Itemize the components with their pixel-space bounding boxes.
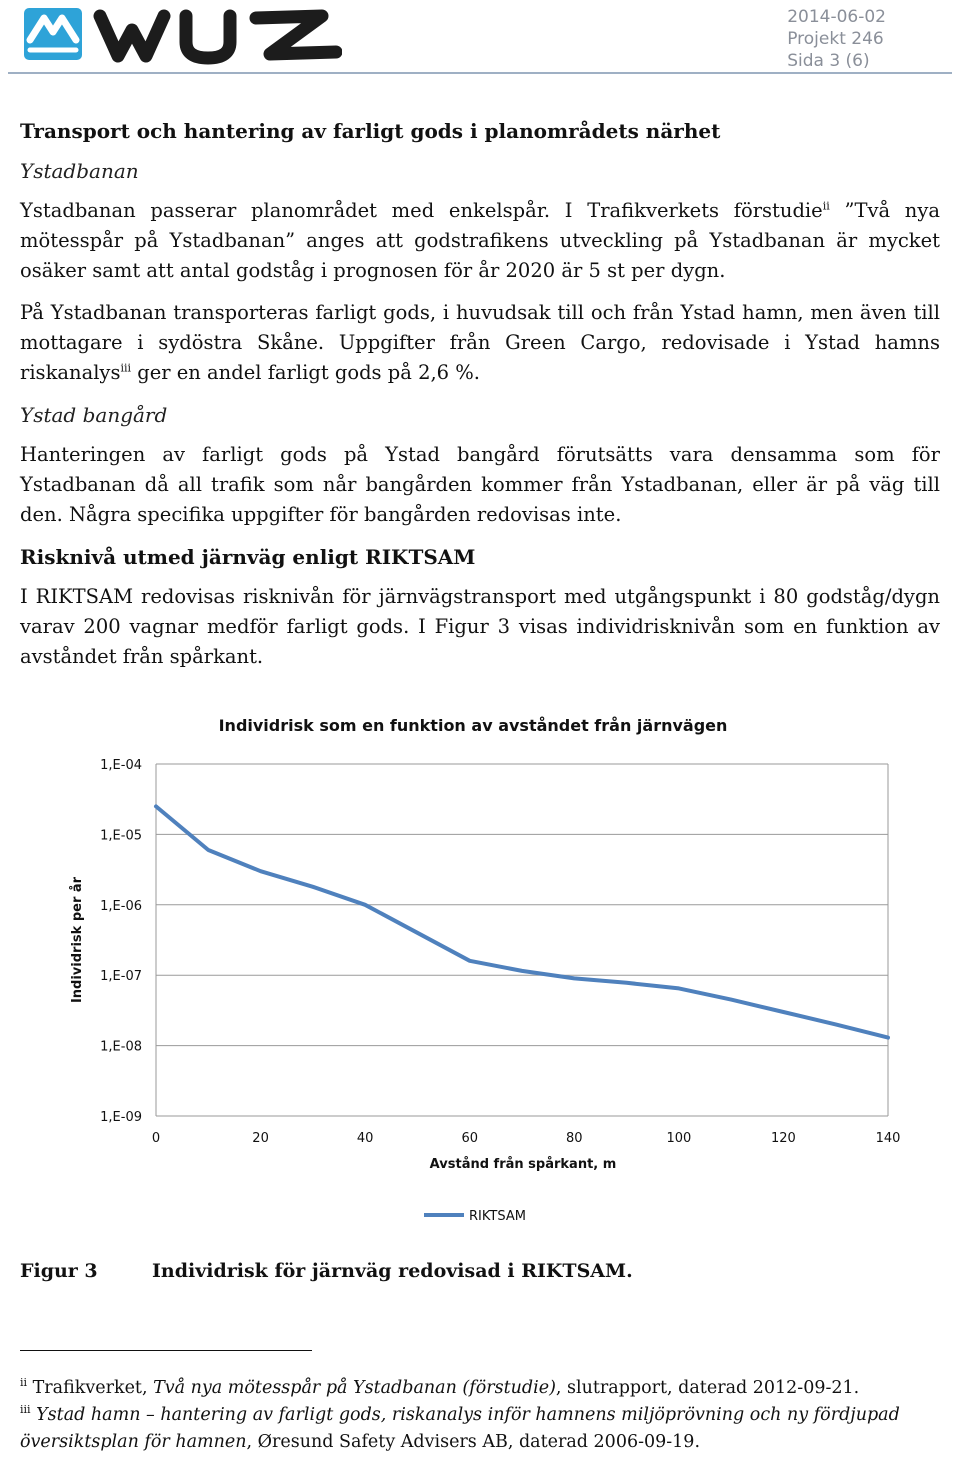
legend-label-riktsam: RIKTSAM — [469, 1209, 526, 1224]
subheading-ystadbanan: Ystadbanan — [20, 159, 139, 183]
x-tick-label: 0 — [151, 1131, 161, 1146]
footnote-text: Trafikverket, — [27, 1378, 154, 1398]
series-line-riktsam — [156, 806, 888, 1037]
header-meta — [787, 6, 886, 72]
y-tick-label: 1,E-08 — [100, 1039, 142, 1055]
paragraph-text: På Ystadbanan transporteras farligt gods, i huvudsak till och från Ystad hamn, men även till mottagare i sydöstra Skåne. Uppgifter från Green Cargo, redovisade i Ystad hamns riskanalys — [20, 301, 940, 384]
section-heading-riskniva: Risknivå utmed järnväg enligt RIKTSAM — [20, 545, 476, 569]
footnote-iii — [20, 1402, 940, 1456]
footnote-mark: ii — [20, 1376, 28, 1390]
footnote-text: , Øresund Safety Advisers AB, daterad 2006-09-19. — [246, 1432, 701, 1452]
header-divider — [8, 72, 952, 74]
x-tick-label: 60 — [461, 1131, 478, 1146]
x-tick-label: 100 — [666, 1131, 692, 1146]
footnote-mark: iii — [20, 1403, 31, 1417]
page-header — [0, 0, 960, 78]
header-date: 2014-06-02 — [787, 7, 886, 27]
footnote-divider — [20, 1350, 312, 1351]
wuz-logo — [22, 4, 342, 66]
paragraph-text: Ystadbanan passerar planområdet med enkelspår. I Trafikverkets förstudie — [20, 199, 823, 222]
chart-title: Individrisk som en funktion av avståndet från järnvägen — [218, 716, 728, 735]
subheading-ystad-bangard: Ystad bangård — [20, 403, 168, 427]
x-tick-label: 140 — [875, 1131, 901, 1146]
footnote-text: , slutrapport, daterad 2012-09-21. — [555, 1378, 860, 1398]
figure-number: Figur 3 — [20, 1260, 98, 1282]
footnote-title: Ystad hamn – hantering av farligt gods, riskanalys inför hamnens miljöprövning och ny fördjupad översiktsplan för hamnen — [20, 1405, 900, 1452]
x-tick-label: 40 — [356, 1131, 374, 1146]
x-tick-label: 120 — [771, 1131, 796, 1146]
document-body — [20, 116, 940, 684]
chart-y-axis-label: Individrisk per år — [70, 876, 85, 1004]
chart-series — [156, 806, 888, 1037]
paragraph-text: ger en andel farligt gods på 2,6 %. — [131, 361, 481, 384]
paragraph-bangard: Hanteringen av farligt gods på Ystad bangård förutsätts vara densamma som för Ystadbanan då all trafik som når bangården kommer från Ystadbanan, eller är på väg till den. Några specifika uppgifter för bangården redovisas inte. — [20, 443, 940, 526]
chart-gridlines — [156, 764, 888, 1116]
y-tick-label: 1,E-07 — [100, 969, 142, 985]
chart-legend — [424, 1209, 526, 1224]
footnotes — [20, 1375, 940, 1456]
section-heading-transport: Transport och hantering av farligt gods i planområdets närhet — [20, 119, 721, 143]
y-tick-label: 1,E-06 — [100, 898, 142, 914]
x-tick-label: 20 — [252, 1131, 269, 1146]
figure-caption-text: Individrisk för järnväg redovisad i RIKTSAM. — [152, 1260, 633, 1282]
paragraph-ystadbanan-2 — [20, 298, 940, 388]
chart-tick-labels — [100, 758, 900, 1146]
footnote-ref[interactable]: iii — [120, 361, 132, 375]
paragraph-riktsam: I RIKTSAM redovisas risknivån för järnvägstransport med utgångspunkt i 80 godståg/dygn varav 200 vagnar medför farligt gods. I Figur 3 visas individrisknivån som en funktion av avståndet från spårkant. — [20, 585, 940, 668]
chart-x-axis-label: Avstånd från spårkant, m — [429, 1157, 617, 1172]
y-tick-label: 1,E-04 — [100, 758, 142, 773]
y-tick-label: 1,E-05 — [100, 828, 142, 844]
y-tick-label: 1,E-09 — [100, 1110, 142, 1125]
footnote-ref[interactable]: ii — [822, 199, 830, 213]
paragraph-ystadbanan-1 — [20, 196, 940, 286]
header-project: Projekt 246 — [787, 29, 884, 49]
risk-chart-svg — [40, 700, 920, 1240]
footnote-ii — [20, 1375, 940, 1402]
footnote-title: Två nya mötesspår på Ystadbanan (förstudie) — [153, 1378, 556, 1398]
x-tick-label: 80 — [566, 1131, 583, 1146]
header-page-number: Sida 3 (6) — [787, 51, 870, 71]
paragraph-text: ”Två nya mötesspår på Ystadbanan” anges att godstrafikens utveckling på Ystadbanan är mycket osäker samt att antal godståg i prognosen för år 2020 är 5 st per dygn. — [20, 199, 941, 282]
risk-chart — [40, 700, 920, 1240]
